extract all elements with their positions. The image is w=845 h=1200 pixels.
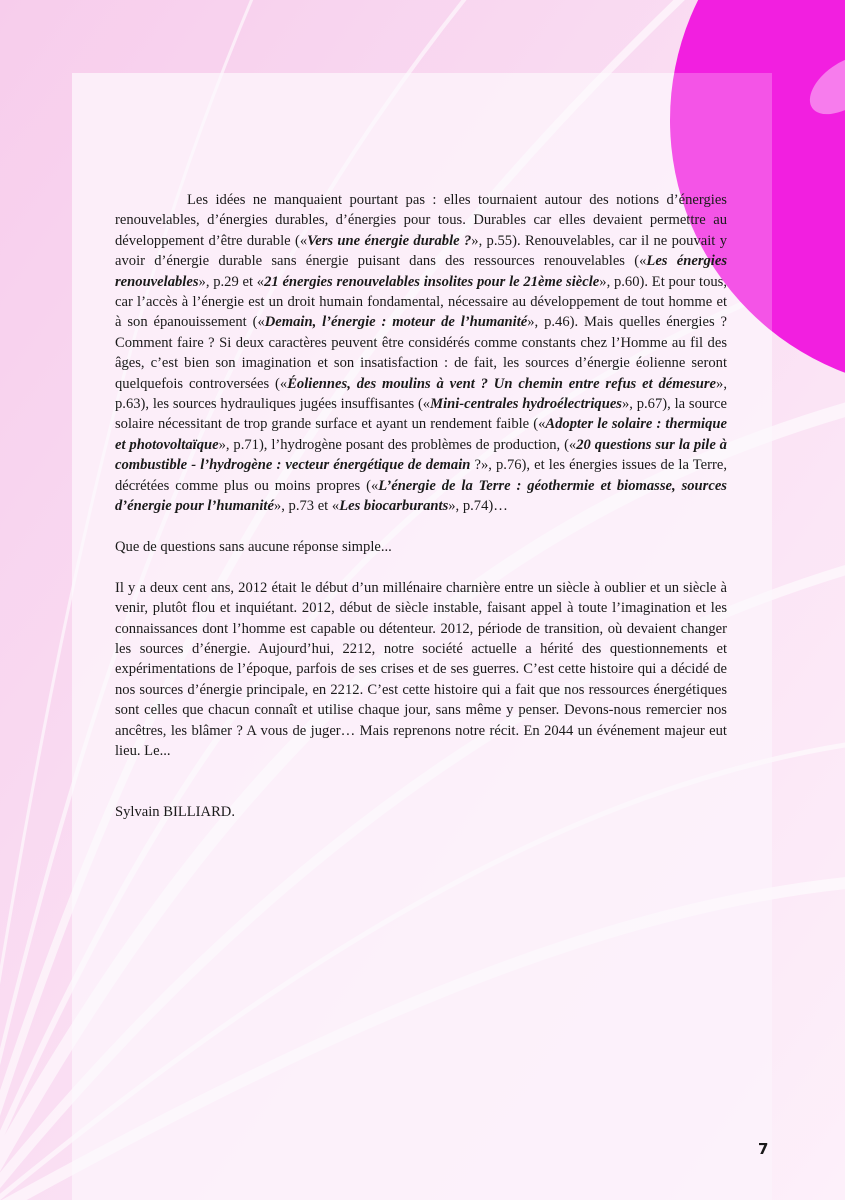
book-title: Les biocarburants — [339, 498, 449, 515]
paragraph-1: Les idées ne manquaient pourtant pas : elles tournaient autour des notions d’énergies renouvelables, d’énergies durables, d’énergies pour tous. Durables car elles devaient permettre au développement d’être durable («Vers une énergie durable ?», p.55). Renouvelables, car il ne pouvait y avoir d’énergie durable sans énergie puisant dans des ressources renouvelables («Les énergies renouvelables», p.29 et «21 énergies renouvelables insolites pour le 21ème siècle», p.60). Et pour tous, car l’accès à l’énergie est un droit humain fondamental, nécessaire au développement de tout homme et à son épanouissement («Demain, l’énergie : moteur de l’humanité», p.46). Mais quelles énergies ? Comment faire ? Si deux caractères peuvent être considérés comme constants chez l’Homme au fil des âges, c’est bien son imagination et son insatisfaction : de fait, les sources d’énergie éolienne seront quelquefois controversées («Éoliennes, des moulins à vent ? Un chemin entre refus et démesure», p.63), les sources hydrauliques jugées insuffisantes («Mini-centrales hydroélectriques», p.67), la source solaire nécessitant de trop grande surface et ayant un rendement faible («Adopter le solaire : thermique et photovoltaïque», p.71), l’hydrogène posant des problèmes de production, («20 questions sur la pile à combustible - l’hydrogène : vecteur énergétique de demain ?», p.76), et les énergies issues de la Terre, décrétées comme plus ou moins propres («L’énergie de la Terre : géothermie et biomasse, sources d’énergie pour l’humanité», p.73 et «Les biocarburants», p.74)… — [115, 192, 728, 515]
main-text — [115, 190, 727, 823]
book-title: L’énergie de la Terre : géothermie et biomasse, sources d’énergie pour l’humanité — [115, 477, 727, 515]
book-title: Demain, l’énergie : moteur de l’humanité — [264, 314, 528, 331]
book-title: Éoliennes, des moulins à vent ? Un chemin entre refus et démesure — [287, 375, 717, 392]
page-number: 7 — [758, 1140, 769, 1158]
book-title: 20 questions sur la pile à combustible - l’hydrogène : vecteur énergétique de demain — [115, 436, 727, 474]
book-title: Vers une énergie durable ? — [307, 232, 472, 249]
book-title: Mini-centrales hydroélectriques — [430, 396, 622, 413]
paragraph-3: Il y a deux cent ans, 2012 était le début d’un millénaire charnière entre un siècle à oublier et un siècle à venir, plutôt flou et inquiétant. 2012, début de siècle instable, faisant appel à toute l’imagination et les connaissances dont l’homme est capable ou détenteur. 2012, période de transition, où devaient changer les sources d’énergie. Aujourd’hui, 2212, notre société actuelle a hérité des questionnements et expérimentations de l’époque, parfois de ses crises et de ses guerres. C’est cette histoire qui a décidé de nos sources d’énergie principale, en 2212. C’est cette histoire qui a fait que nos ressources énergétiques sont celles que chacun connaît et utilise chaque jour, sans même y penser. Devons-nous remercier nos ancêtres, les blâmer ? A vous de juger… Mais reprenons notre récit. En 2044 un événement majeur eut lieu. Le... — [115, 579, 727, 759]
book-title: Les énergies renouvelables — [115, 253, 728, 290]
book-title: Adopter le solaire : thermique et photovoltaïque — [115, 416, 727, 453]
paragraph-2: Que de questions sans aucune réponse simple... — [115, 538, 392, 555]
book-title: 21 énergies renouvelables insolites pour le 21ème siècle — [264, 273, 600, 290]
signature: Sylvain BILLIARD. — [115, 804, 235, 821]
